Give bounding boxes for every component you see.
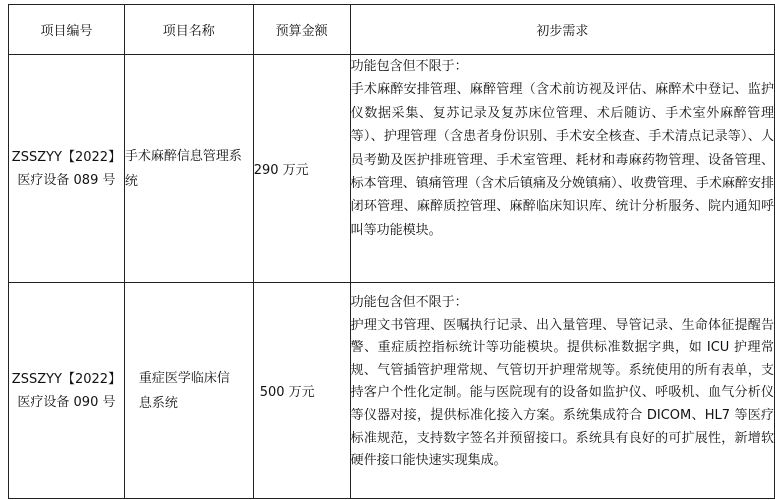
project-code-cell	[9, 55, 125, 283]
project-name-cell: 手术麻醉信息管理系统	[124, 55, 253, 283]
requirements-intro: 功能包含但不限于：	[350, 59, 468, 74]
header-requirements: 初步需求	[350, 5, 774, 55]
table-row	[9, 283, 775, 499]
requirements-cell	[350, 55, 774, 283]
header-budget: 预算金额	[253, 5, 350, 55]
project-code-line: ZSSZYY【2022】	[11, 149, 122, 165]
project-name-cell: 重症医学临床信息系统	[124, 283, 253, 499]
table-row	[9, 55, 775, 283]
project-code-cell	[9, 283, 125, 499]
table-header-row	[9, 5, 775, 55]
header-project-code: 项目编号	[9, 5, 125, 55]
procurement-table	[8, 4, 775, 499]
project-code-line: 医疗设备 089 号	[17, 172, 116, 188]
project-code-line: 医疗设备 090 号	[17, 394, 116, 410]
budget-cell: 500 万元	[253, 283, 350, 499]
requirements-text: 护理文书管理、医嘱执行记录、出入量管理、导管记录、生命体征提醒告警、重症质控指标统计等功能模块。提供标准数据字典，如 ICU 护理常规、气管插管护理常规、气管切开护理常规等。系统使用的所有表单，支持客户个性化定制。能与医院现有的设备如监护仪、呼吸机、血气分析仪等仪器对接，提供标准化接入方案。系统集成符合 DICOM、HL7 等医疗标准规范，支持数字签名并预留接口。系统具有良好的可扩展性，新增软硬件接口能快速实现集成。	[350, 317, 774, 469]
project-code-line: ZSSZYY【2022】	[11, 371, 122, 387]
requirements-cell	[350, 283, 774, 499]
budget-cell: 290 万元	[253, 55, 350, 283]
requirements-text: 手术麻醉安排管理、麻醉管理（含术前访视及评估、麻醉术中登记、监护仪数据采集、复苏记录及复苏床位管理、术后随访、手术室外麻醉管理等）、护理管理（含患者身份识别、手术安全核查、手术清点记录等）、人员考勤及医护排班管理、手术室管理、耗材和毒麻药物管理、设备管理、标本管理、镇痛管理（含术后镇痛及分娩镇痛）、收费管理、手术麻醉安排闭环管理、麻醉质控管理、麻醉临床知识库、统计分析服务、院内通知呼叫等功能模块。	[350, 82, 774, 238]
requirements-intro: 功能包含但不限于：	[350, 295, 468, 310]
header-project-name: 项目名称	[124, 5, 253, 55]
